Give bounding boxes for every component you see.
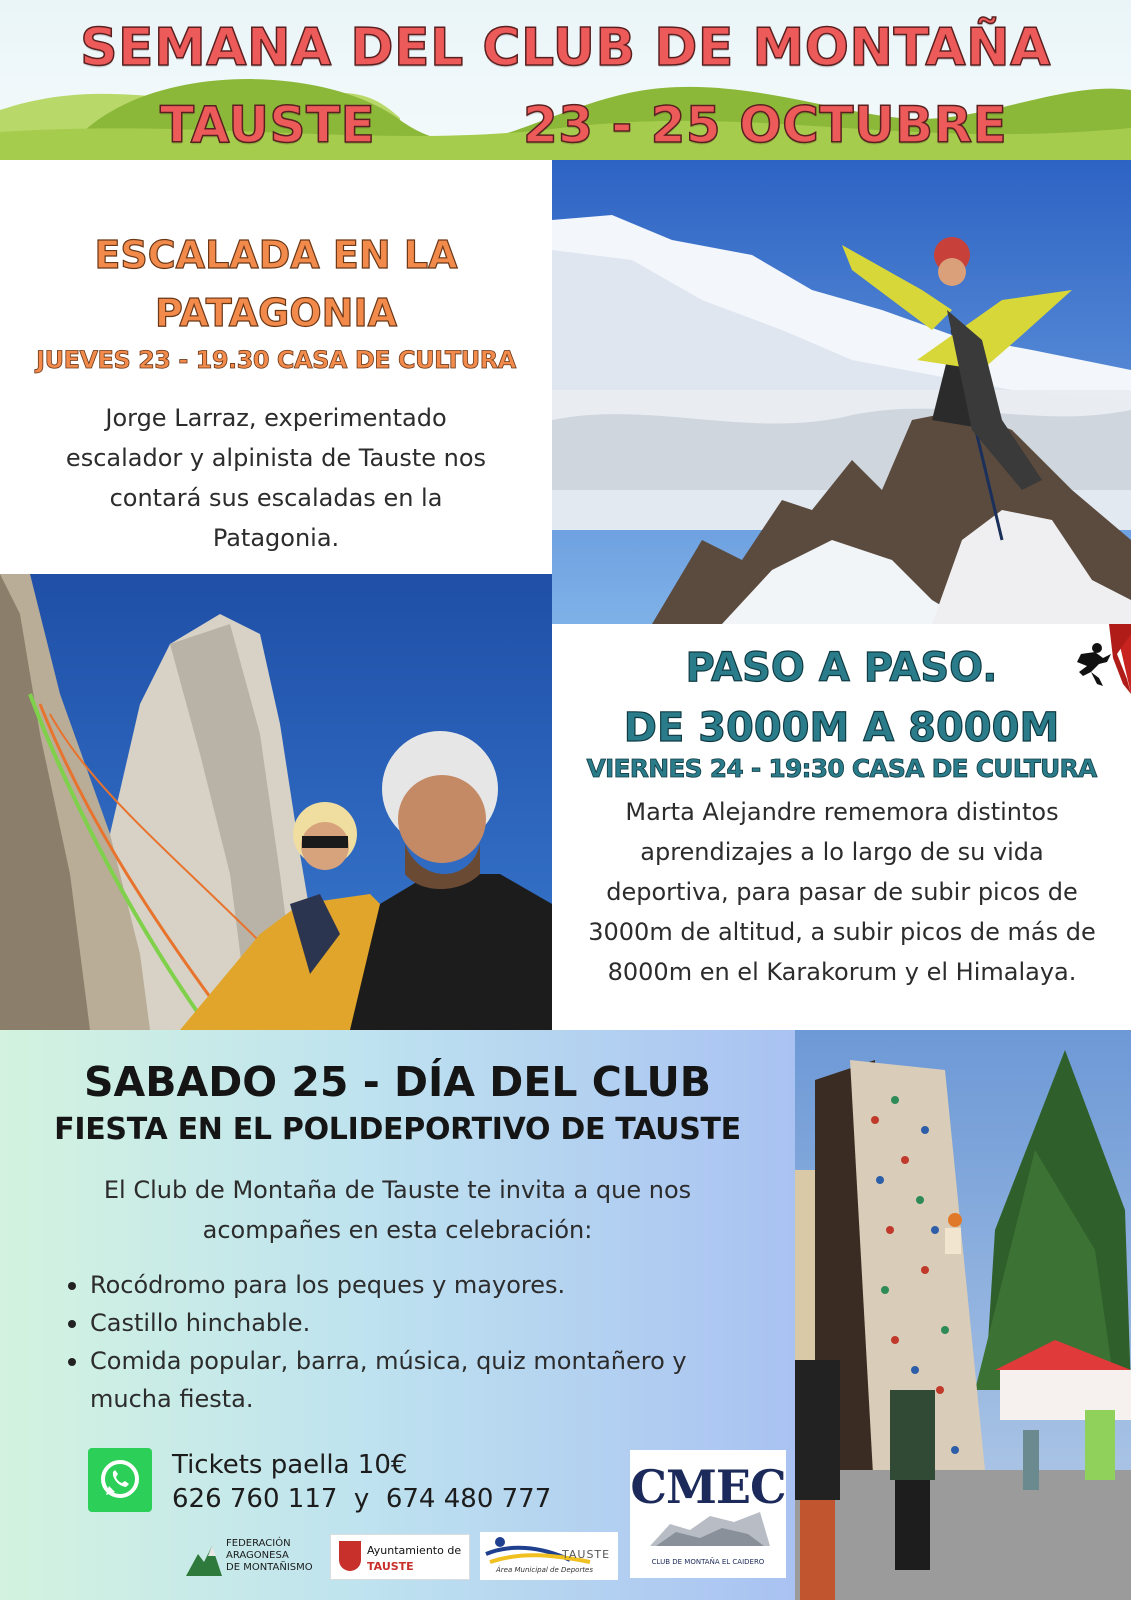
ayuntamiento-line1: Ayuntamiento de	[367, 1544, 462, 1557]
logo-area-deportes	[480, 1532, 618, 1580]
club-day-intro: El Club de Montaña de Tauste te invita a que nos acompañes en esta celebración:	[103, 1176, 692, 1244]
town-name: TAUSTE	[160, 96, 376, 154]
tickets-phones[interactable]: 626 760 117 y 674 480 777	[172, 1484, 552, 1514]
event-patagonia-title	[0, 226, 552, 342]
event-club-day	[0, 1030, 795, 1600]
logo-ayuntamiento	[330, 1534, 470, 1580]
federacion-line2: ARAGONESA	[226, 1550, 289, 1561]
club-name: CLUB DE MONTAÑA EL CAIDERO	[651, 1558, 765, 1566]
event-3000-8000-title-line2: DE 3000M A 8000M	[623, 705, 1060, 751]
event-3000-8000-title-line1: PASO A PASO.	[685, 645, 998, 691]
event-dates: 23 - 25 OCTUBRE	[523, 96, 1008, 154]
photo-climbing-wall	[795, 1030, 1131, 1600]
list-item: Castillo hinchable.	[90, 1304, 770, 1342]
club-acronym: CMEC	[630, 1460, 786, 1514]
tickets-price: Tickets paella 10€	[172, 1450, 408, 1480]
event-3000-8000-datetime: VIERNES 24 - 19:30 CASA DE CULTURA	[586, 754, 1097, 783]
photo-patagonia-climbers	[0, 574, 552, 1030]
event-3000-8000	[552, 624, 1131, 1030]
photo-alpinist-summit	[552, 160, 1131, 624]
event-3000-8000-title	[552, 638, 1131, 758]
event-patagonia-description: Jorge Larraz, experimentado escalador y alpinista de Tauste nos contará sus escaladas en la Patagonia.	[65, 404, 487, 552]
shield-icon	[339, 1541, 361, 1571]
list-item: Comida popular, barra, música, quiz montañero y mucha fiesta.	[90, 1342, 770, 1418]
logo-club-caidero	[630, 1450, 786, 1578]
list-item: Rocódromo para los peques y mayores.	[90, 1266, 770, 1304]
event-patagonia-datetime: JUEVES 23 - 19.30 CASA DE CULTURA	[36, 346, 516, 374]
club-day-title: SABADO 25 - DÍA DEL CLUB	[83, 1058, 712, 1106]
event-3000-8000-description: Marta Alejandre rememora distintos aprendizajes a lo largo de su vida deportiva, para pasar de subir picos de 3000m de altitud, a subir picos de más de 8000m en el Karakorum y el Himalaya.	[588, 798, 1096, 986]
event-patagonia	[0, 160, 552, 574]
club-day-subtitle: FIESTA EN EL POLIDEPORTIVO DE TAUSTE	[54, 1112, 741, 1147]
federacion-line3: DE MONTAÑISMO	[226, 1562, 313, 1573]
federacion-line1: FEDERACIÓN	[226, 1538, 291, 1549]
tickets-info	[172, 1448, 551, 1516]
event-patagonia-title-line2: PATAGONIA	[154, 291, 398, 335]
logo-federacion	[184, 1534, 314, 1580]
whatsapp-icon[interactable]	[88, 1448, 152, 1512]
poster-title: SEMANA DEL CLUB DE MONTAÑA	[80, 18, 1051, 78]
deportes-name: TAUSTE	[562, 1548, 611, 1561]
activities-list	[90, 1266, 770, 1418]
poster-header	[0, 0, 1131, 160]
deportes-sub: Área Municipal de Deportes	[496, 1566, 594, 1574]
event-patagonia-title-line1: ESCALADA EN LA	[94, 233, 458, 277]
ayuntamiento-line2: TAUSTE	[367, 1560, 414, 1573]
